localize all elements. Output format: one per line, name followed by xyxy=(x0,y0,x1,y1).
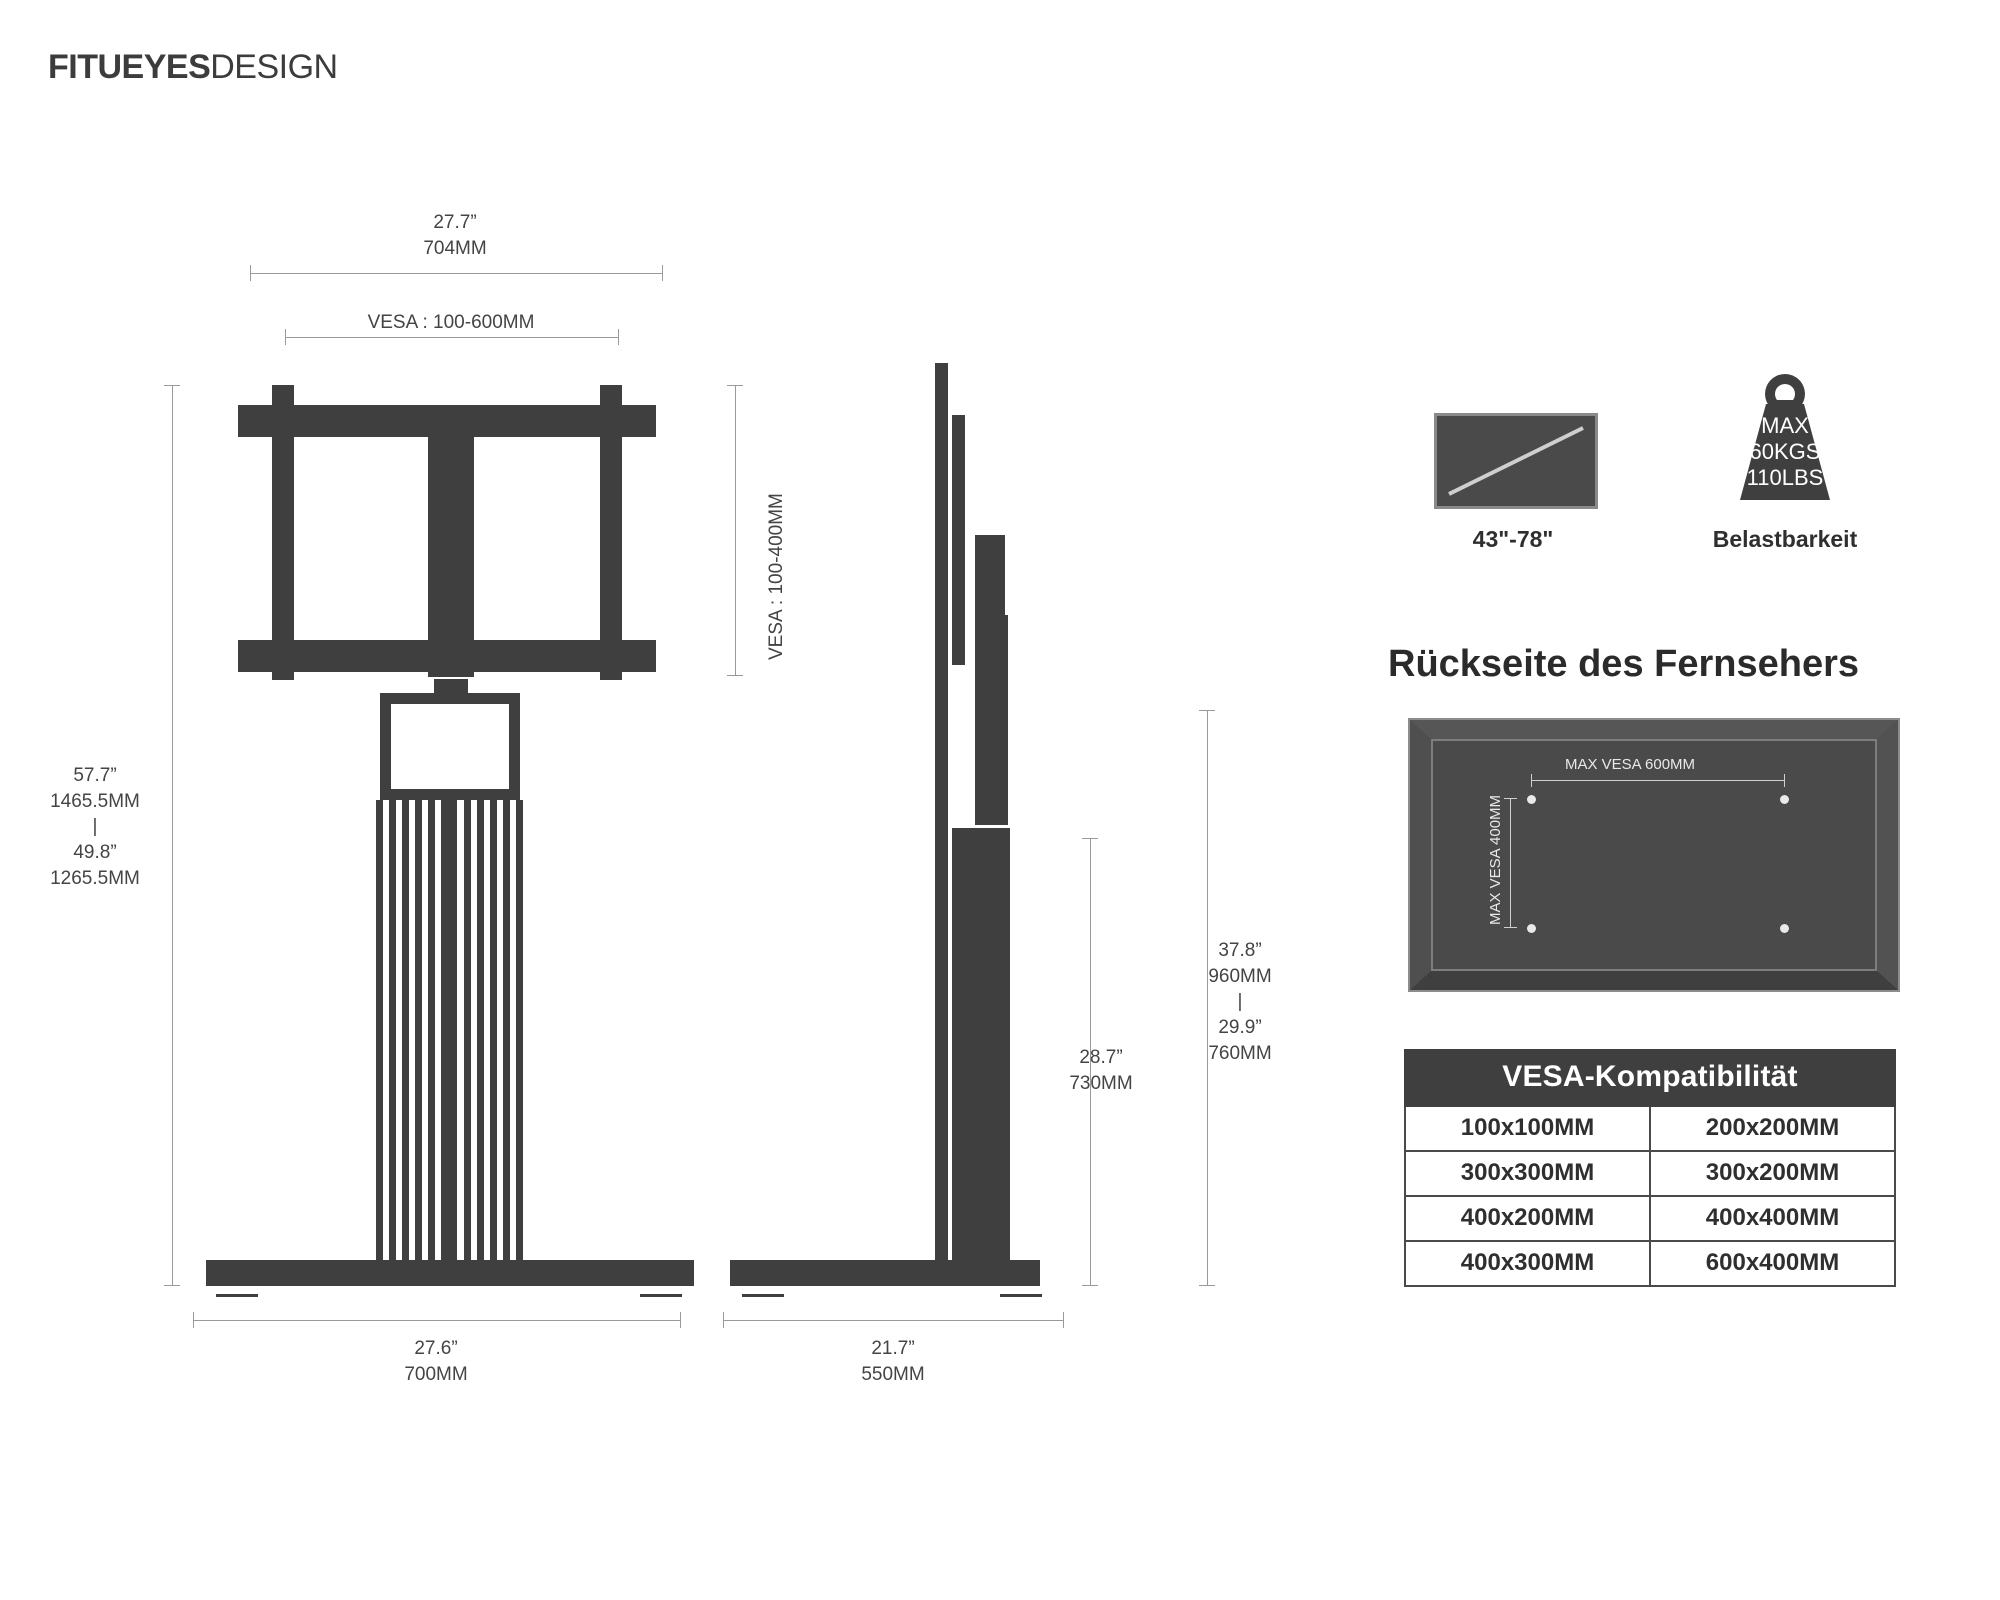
tv-back-tick-left xyxy=(1531,774,1532,787)
label-top-width: 27.7” 704MM xyxy=(423,212,487,259)
side-bracket-bar xyxy=(952,415,965,665)
side-base-bar xyxy=(730,1260,1040,1286)
vesa-cell: 300x300MM xyxy=(1405,1151,1650,1196)
tv-back-dim-line-h xyxy=(1531,780,1785,781)
vesa-cell: 400x300MM xyxy=(1405,1241,1650,1286)
vesa-cell: 100x100MM xyxy=(1405,1106,1650,1151)
table-row xyxy=(1405,1241,1895,1286)
dim-tick-mid-bottom xyxy=(1082,1285,1098,1286)
weight-caption: Belastbarkeit xyxy=(1712,526,1858,552)
tv-back-section-title: Rückseite des Fernsehers xyxy=(1388,643,1860,685)
tv-back-panel xyxy=(1408,718,1900,992)
screen-size-label: 43"-78" xyxy=(1472,526,1554,552)
vesa-cell: 200x200MM xyxy=(1650,1106,1895,1151)
vesa-compatibility-table xyxy=(1404,1049,1896,1287)
vesa-hole-bottom-left xyxy=(1527,924,1536,933)
vesa-cell: 400x200MM xyxy=(1405,1196,1650,1241)
dim-tick-mid-top xyxy=(1082,838,1098,839)
weight-icon xyxy=(1690,368,1880,508)
tv-back-tick-right xyxy=(1784,774,1785,787)
side-screen-plate xyxy=(935,363,948,1271)
vesa-hole-top-left xyxy=(1527,795,1536,804)
dim-tick-depth-right xyxy=(1063,1312,1064,1328)
brand-name-bold: FITUEYES xyxy=(48,48,211,86)
table-row xyxy=(1405,1196,1895,1241)
vesa-cell: 300x200MM xyxy=(1650,1151,1895,1196)
label-depth: 21.7” 550MM xyxy=(861,1338,925,1385)
tv-back-tick-top xyxy=(1504,798,1517,799)
vesa-cell: 400x400MM xyxy=(1650,1196,1895,1241)
side-mount-block-1 xyxy=(975,535,1005,615)
tv-back-tick-bottom xyxy=(1504,927,1517,928)
vesa-table-body xyxy=(1405,1106,1895,1286)
screen-diagonal-icon xyxy=(1445,424,1587,498)
label-screen-center-range: 37.8” 960MM | 29.9” 760MM xyxy=(1208,940,1272,1064)
table-header-row xyxy=(1405,1050,1895,1106)
dim-tick-screen-top xyxy=(1199,710,1215,711)
side-mount-block-2 xyxy=(975,615,1008,825)
label-max-vesa-horizontal: MAX VESA 600MM xyxy=(1565,756,1696,773)
dim-tick-screen-bottom xyxy=(1199,1285,1215,1286)
label-mid-height: 28.7” 730MM xyxy=(1069,1047,1133,1094)
weight-capacity-text: MAX 60KGS 110LBS xyxy=(1746,413,1824,490)
tv-back-dim-line-v xyxy=(1510,798,1511,928)
dim-tick-depth-left xyxy=(723,1312,724,1328)
vesa-table-title: VESA-Kompatibilität xyxy=(1405,1050,1895,1106)
tv-screen-icon xyxy=(1434,413,1598,509)
table-row xyxy=(1405,1106,1895,1151)
label-base-width: 27.6” 700MM xyxy=(404,1338,468,1385)
vesa-hole-bottom-right xyxy=(1780,924,1789,933)
dim-line-depth xyxy=(723,1320,1063,1321)
side-base-foot-left xyxy=(742,1286,784,1297)
label-vesa-horizontal: VESA : 100-600MM xyxy=(367,312,535,333)
side-column xyxy=(952,828,1010,1263)
vesa-hole-top-right xyxy=(1780,795,1789,804)
side-base-foot-right xyxy=(1000,1286,1042,1297)
table-row xyxy=(1405,1151,1895,1196)
label-max-vesa-vertical: MAX VESA 400MM xyxy=(1487,794,1504,925)
vesa-cell: 600x400MM xyxy=(1650,1241,1895,1286)
label-vesa-vertical: VESA : 100-400MM xyxy=(766,493,787,660)
brand-name-light: DESIGN xyxy=(210,48,338,86)
label-height-range: 57.7” 1465.5MM | 49.8” 1265.5MM xyxy=(50,765,140,889)
